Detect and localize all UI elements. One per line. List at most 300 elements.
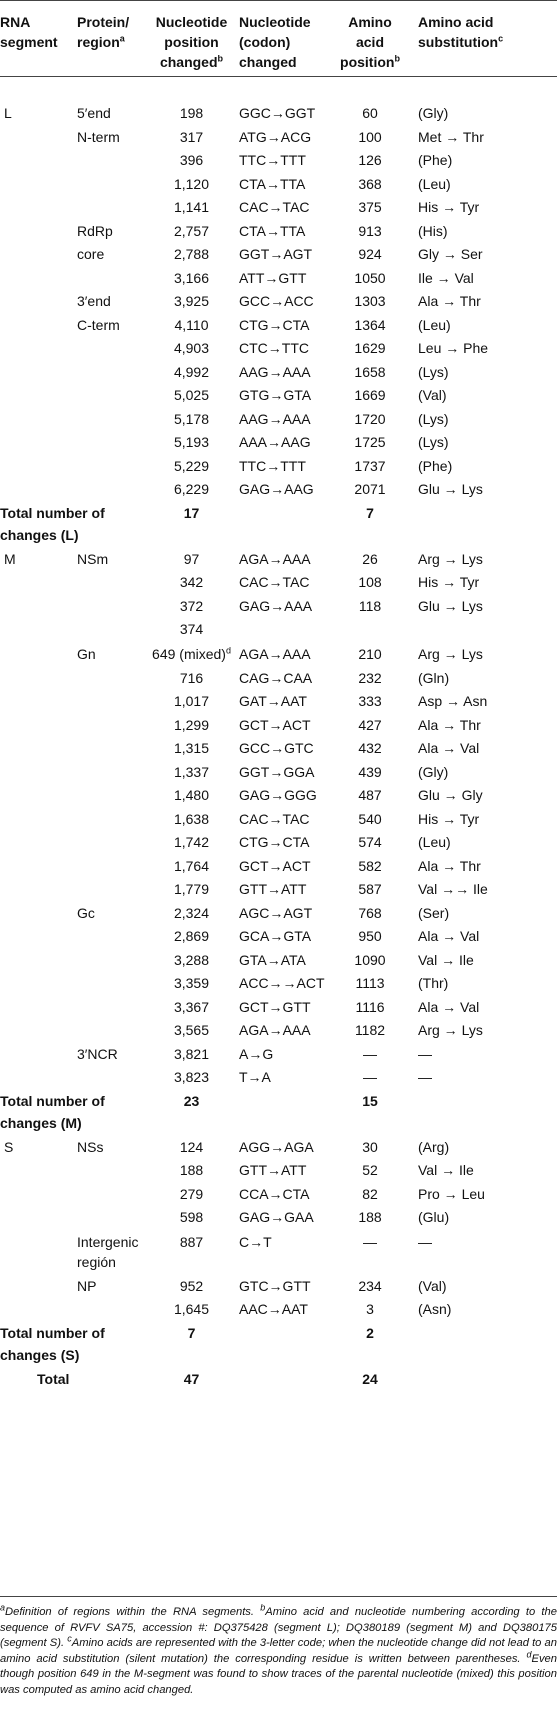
protein-region-cell xyxy=(77,667,148,691)
rna-segment-cell: M xyxy=(4,550,16,567)
codon-change-cell: AGA→AAA xyxy=(239,550,311,567)
rna-segment-cell xyxy=(0,667,77,691)
codon-change-cell: GCT→GTT xyxy=(239,998,311,1015)
nucleotide-position-value: 1,779 xyxy=(173,881,210,897)
total-row xyxy=(0,1090,557,1136)
codon-change-cell: CAC→TAC xyxy=(239,199,310,215)
nucleotide-position-value: 3,823 xyxy=(173,1069,210,1085)
nucleotide-position-value: 3,367 xyxy=(173,998,210,1015)
amino-acid-substitution-cell: (Lys) xyxy=(418,410,449,427)
nucleotide-position-value: 3,565 xyxy=(173,1022,210,1038)
nucleotide-position-value: 5,193 xyxy=(173,434,210,450)
nucleotide-position-cell xyxy=(148,878,235,902)
protein-region-cell xyxy=(77,1298,148,1322)
amino-acid-position-cell: 118 xyxy=(358,597,382,614)
protein-region-cell xyxy=(77,408,148,432)
nucleotide-position-value: 1,742 xyxy=(173,834,210,850)
nucleotide-position-value: 396 xyxy=(179,152,204,168)
nucleotide-position-value: 649 (mixed) xyxy=(152,645,226,662)
table-row xyxy=(0,642,557,667)
amino-acid-substitution-cell: Ala → Thr xyxy=(418,716,481,733)
amino-acid-position-cell: 333 xyxy=(358,693,382,709)
footnote-text: Definition of regions within the RNA segments. xyxy=(5,1606,261,1618)
amino-acid-position-cell: 574 xyxy=(358,834,382,850)
amino-acid-substitution-cell: — xyxy=(418,1233,432,1250)
rna-segment-cell xyxy=(0,1275,77,1299)
table-row xyxy=(0,571,557,595)
total-spacer xyxy=(405,1090,557,1136)
table-row xyxy=(0,431,557,455)
amino-acid-position-cell: 188 xyxy=(358,1209,382,1225)
amino-acid-position-cell: — xyxy=(363,1069,377,1085)
table-row xyxy=(0,220,557,244)
header-codon-changed: Nucleotide (codon) changed xyxy=(239,14,311,70)
rna-segment-cell xyxy=(0,902,77,926)
rna-segment-cell xyxy=(0,1159,77,1183)
table-row xyxy=(0,85,557,126)
amino-acid-substitution-cell: (Lys) xyxy=(418,363,449,380)
amino-acid-substitution-cell: (Thr) xyxy=(418,975,449,991)
codon-change-cell: AAG→AAA xyxy=(239,363,311,380)
protein-region-cell xyxy=(77,149,148,173)
amino-acid-substitution-cell: (Gln) xyxy=(418,669,450,686)
amino-acid-position-cell: 1116 xyxy=(355,998,385,1015)
total-spacer xyxy=(235,502,335,548)
table-row xyxy=(0,878,557,902)
codon-change-cell: TTC→TTT xyxy=(239,152,306,168)
amino-acid-position-cell: 368 xyxy=(358,175,382,192)
codon-change-cell: CTA→TTA xyxy=(239,175,306,192)
codon-change-cell: CAC→TAC xyxy=(239,574,310,590)
codon-change-cell: GAG→GAA xyxy=(239,1209,314,1225)
rna-segment-cell xyxy=(0,784,77,808)
rna-segment-cell xyxy=(0,855,77,879)
table-row xyxy=(0,126,557,150)
protein-region-cell: 3′NCR xyxy=(77,1045,118,1062)
rna-segment-cell xyxy=(0,455,77,479)
rna-segment-cell xyxy=(0,314,77,338)
table-row xyxy=(0,149,557,173)
amino-acid-substitution-cell: His → Tyr xyxy=(418,574,480,590)
header-row xyxy=(0,3,557,85)
table-row xyxy=(0,925,557,949)
table-row xyxy=(0,314,557,338)
amino-acid-position-cell: 2071 xyxy=(354,481,386,497)
protein-region-cell xyxy=(77,925,148,949)
rna-segment-cell xyxy=(0,831,77,855)
amino-acid-position-cell: 540 xyxy=(358,810,382,827)
protein-region-cell xyxy=(77,337,148,361)
total-amino-acid-count: 15 xyxy=(362,1092,378,1109)
amino-acid-position-cell: 1658 xyxy=(354,363,386,380)
codon-change-cell: T→A xyxy=(239,1069,271,1085)
rna-segment-cell xyxy=(0,290,77,314)
amino-acid-position-cell: 1182 xyxy=(354,1022,386,1038)
table-body xyxy=(0,85,557,1391)
rna-segment-cell xyxy=(0,1298,77,1322)
nucleotide-position-cell xyxy=(148,548,235,572)
amino-acid-position-cell: 582 xyxy=(358,857,382,874)
nucleotide-position-cell xyxy=(148,667,235,691)
nucleotide-position-cell xyxy=(148,925,235,949)
amino-acid-position-cell: 232 xyxy=(358,669,382,686)
nucleotide-position-value: 279 xyxy=(179,1185,204,1202)
rna-segment-cell xyxy=(0,949,77,973)
total-nucleotide-count: 47 xyxy=(183,1370,200,1387)
nucleotide-position-value: 4,903 xyxy=(173,340,210,356)
top-rule xyxy=(0,0,557,1)
rna-segment-cell xyxy=(0,571,77,595)
rna-segment-cell xyxy=(0,220,77,244)
nucleotide-position-cell xyxy=(148,855,235,879)
nucleotide-position-value: 5,178 xyxy=(173,410,210,427)
amino-acid-position-cell xyxy=(335,618,405,642)
amino-acid-position-cell: 1303 xyxy=(354,293,386,309)
amino-acid-position-cell: 108 xyxy=(358,574,382,590)
total-spacer xyxy=(405,502,557,548)
rna-segment-cell xyxy=(0,972,77,996)
rna-segment-cell xyxy=(0,808,77,832)
nucleotide-position-value: 2,869 xyxy=(173,928,210,944)
total-label: Total number of changes (L) xyxy=(0,504,105,543)
table-row xyxy=(0,902,557,926)
rna-segment-cell xyxy=(0,1183,77,1207)
nucleotide-position-value: 4,992 xyxy=(173,363,210,380)
total-amino-acid-count: 24 xyxy=(362,1370,378,1387)
nucleotide-position-value: 5,025 xyxy=(173,387,210,403)
rna-segment-cell xyxy=(0,243,77,267)
nucleotide-position-value: 952 xyxy=(179,1277,204,1294)
protein-region-cell: Gc xyxy=(77,904,95,921)
rna-segment-cell xyxy=(0,878,77,902)
codon-change-cell: ATG→ACG xyxy=(239,128,312,145)
table-row xyxy=(0,1298,557,1322)
codon-change-cell: GCC→GTC xyxy=(239,740,314,756)
amino-acid-position-cell: 1364 xyxy=(354,316,386,333)
nucleotide-position-cell xyxy=(148,642,235,667)
codon-change-cell: AAG→AAA xyxy=(239,410,311,427)
table-row xyxy=(0,290,557,314)
table-row xyxy=(0,831,557,855)
nucleotide-position-value: 3,925 xyxy=(173,293,210,309)
codon-change-cell: AGA→AAA xyxy=(239,645,311,662)
total-spacer xyxy=(405,1368,557,1392)
protein-region-cell xyxy=(77,196,148,220)
table-row xyxy=(0,361,557,385)
protein-region-cell: NSs xyxy=(77,1138,104,1155)
table-row xyxy=(0,972,557,996)
codon-change-cell: GTG→GTA xyxy=(239,387,312,403)
total-spacer xyxy=(235,1322,335,1368)
protein-region-cell xyxy=(77,1019,148,1043)
nucleotide-position-cell xyxy=(148,949,235,973)
rna-segment-cell xyxy=(0,431,77,455)
rna-segment-cell xyxy=(0,126,77,150)
protein-region-cell xyxy=(77,690,148,714)
codon-change-cell: AGA→AAA xyxy=(239,1022,311,1038)
protein-region-cell xyxy=(77,1066,148,1090)
nucleotide-position-value: 342 xyxy=(179,574,204,590)
rna-segment-cell xyxy=(0,761,77,785)
nucleotide-position-cell xyxy=(148,737,235,761)
nucleotide-position-cell xyxy=(148,1275,235,1299)
table-row xyxy=(0,1183,557,1207)
amino-acid-substitution-cell: Gly → Ser xyxy=(418,246,483,262)
header-amino-acid-position: Amino acid position$^b$ xyxy=(340,14,400,70)
amino-acid-substitution-cell: Ala → Thr xyxy=(418,857,481,874)
table-row xyxy=(0,949,557,973)
rna-segment-cell xyxy=(0,361,77,385)
nucleotide-position-value: 6,229 xyxy=(173,481,210,497)
protein-region-cell xyxy=(77,1183,148,1207)
total-label: Total xyxy=(37,1370,70,1387)
protein-region-cell xyxy=(77,431,148,455)
total-label: Total number of changes (S) xyxy=(0,1324,105,1363)
nucleotide-position-value: 3,359 xyxy=(173,975,210,991)
codon-change-cell: AGG→AGA xyxy=(239,1138,314,1155)
protein-region-cell: NP xyxy=(77,1277,97,1294)
amino-acid-substitution-cell: (Leu) xyxy=(418,175,451,192)
nucleotide-position-cell xyxy=(148,808,235,832)
codon-change-cell: GTA→ATA xyxy=(239,951,306,968)
protein-region-cell xyxy=(77,949,148,973)
table-row xyxy=(0,667,557,691)
amino-acid-position-cell: 82 xyxy=(362,1185,378,1202)
amino-acid-substitution-cell: (Asn) xyxy=(418,1301,452,1317)
codon-change-cell: GTT→ATT xyxy=(239,881,307,897)
amino-acid-substitution-cell: Arg → Lys xyxy=(418,645,483,662)
amino-acid-substitution-cell: Glu → Lys xyxy=(418,597,483,614)
nucleotide-position-value: 124 xyxy=(179,1138,204,1155)
protein-region-cell xyxy=(77,478,148,502)
protein-region-cell xyxy=(77,1206,148,1230)
footnotes-text xyxy=(0,1602,557,1698)
codon-change-cell: GTC→GTT xyxy=(239,1277,311,1294)
amino-acid-position-cell: 587 xyxy=(358,881,382,897)
header-rna-segment: RNA segment xyxy=(0,14,58,50)
amino-acid-position-cell: 100 xyxy=(358,128,382,145)
nucleotide-position-cell xyxy=(148,361,235,385)
nucleotide-position-cell xyxy=(148,996,235,1020)
amino-acid-position-cell: 3 xyxy=(366,1301,374,1317)
nucleotide-position-value: 1,645 xyxy=(173,1301,210,1317)
amino-acid-substitution-cell: Met → Thr xyxy=(418,128,484,145)
table-row xyxy=(0,1043,557,1067)
nucleotide-position-value: 2,757 xyxy=(173,222,210,239)
amino-acid-substitution-cell: Arg → Lys xyxy=(418,550,483,567)
protein-region-cell xyxy=(77,455,148,479)
amino-acid-substitution-cell: (Gly) xyxy=(418,105,449,121)
rna-segment-cell xyxy=(0,408,77,432)
footnote-text: Even though position 649 in the M-segment was found to show traces of the parental nucleotide (mixed) this position was computed as amino acid changed. xyxy=(0,1652,557,1696)
nucleotide-position-cell xyxy=(148,196,235,220)
protein-region-cell: Intergenic región xyxy=(77,1233,139,1270)
amino-acid-substitution-cell: Val →→ Ile xyxy=(418,881,488,897)
rna-segment-cell xyxy=(0,595,77,619)
codon-change-cell: ATT→GTT xyxy=(239,269,307,286)
amino-acid-position-cell: 52 xyxy=(362,1162,378,1178)
amino-acid-position-cell: 30 xyxy=(362,1138,378,1155)
nucleotide-position-cell xyxy=(148,1066,235,1090)
nucleotide-position-value: 598 xyxy=(179,1209,204,1225)
codon-change-cell: GCT→ACT xyxy=(239,857,311,874)
table-row xyxy=(0,267,557,291)
nucleotide-position-cell xyxy=(148,595,235,619)
table-row xyxy=(0,996,557,1020)
nucleotide-position-cell xyxy=(148,220,235,244)
codon-change-cell: CTC→TTC xyxy=(239,340,309,356)
header-protein-region: Protein/ region$^a$ xyxy=(77,14,130,50)
table-row xyxy=(0,408,557,432)
codon-change-cell: CAC→TAC xyxy=(239,810,310,827)
amino-acid-position-cell: 950 xyxy=(358,928,382,944)
codon-change-cell: GCC→ACC xyxy=(239,293,314,309)
nucleotide-position-cell xyxy=(148,431,235,455)
table-row xyxy=(0,595,557,619)
nucleotide-position-cell xyxy=(148,126,235,150)
amino-acid-substitution-cell xyxy=(405,618,557,642)
codon-change-cell: TTC→TTT xyxy=(239,457,306,474)
table-row xyxy=(0,455,557,479)
amino-acid-substitution-cell: (Leu) xyxy=(418,834,451,850)
total-nucleotide-count: 7 xyxy=(187,1324,196,1341)
codon-change-cell: GGC→GGT xyxy=(239,105,316,121)
header-nucleotide-position: Nucleotide position changed$^b$ xyxy=(155,14,228,70)
nucleotide-position-cell xyxy=(148,1298,235,1322)
protein-region-cell xyxy=(77,831,148,855)
codon-change-cell: GAG→AAG xyxy=(239,481,314,497)
nucleotide-position-cell xyxy=(148,972,235,996)
nucleotide-position-cell xyxy=(148,902,235,926)
amino-acid-substitution-cell: Glu → Lys xyxy=(418,481,483,497)
nucleotide-position-value: 1,017 xyxy=(173,693,210,709)
nucleotide-position-cell xyxy=(148,1230,235,1275)
table-row xyxy=(0,173,557,197)
protein-region-cell: C-term xyxy=(77,316,120,333)
nucleotide-position-cell xyxy=(148,149,235,173)
codon-change-cell: GAG→GGG xyxy=(239,787,317,803)
amino-acid-substitution-cell: His → Tyr xyxy=(418,810,480,827)
nucleotide-position-value: 4,110 xyxy=(174,316,209,333)
amino-acid-position-cell: 427 xyxy=(358,716,382,733)
codon-change-cell: C→T xyxy=(239,1233,272,1250)
protein-region-cell xyxy=(77,996,148,1020)
table-row xyxy=(0,855,557,879)
total-spacer xyxy=(235,1368,335,1392)
amino-acid-position-cell: 1737 xyxy=(354,457,386,474)
nucleotide-position-value: 1,141 xyxy=(173,199,210,215)
protein-region-cell: RdRp xyxy=(77,222,113,239)
nucleotide-position-value: 374 xyxy=(179,621,204,637)
footnote-mark: d xyxy=(526,1648,532,1659)
amino-acid-position-cell: 26 xyxy=(362,550,378,567)
codon-change-cell: A→G xyxy=(239,1045,274,1062)
amino-acid-position-cell: 487 xyxy=(358,787,382,803)
nucleotide-position-cell xyxy=(148,408,235,432)
total-amino-acid-count: 2 xyxy=(366,1324,374,1341)
protein-region-cell xyxy=(77,571,148,595)
nucleotide-position-value: 317 xyxy=(179,128,204,145)
amino-acid-position-cell: 1629 xyxy=(354,340,386,356)
nucleotide-position-cell xyxy=(148,831,235,855)
table-row xyxy=(0,1159,557,1183)
rna-segment-cell xyxy=(0,173,77,197)
rna-segment-cell xyxy=(0,714,77,738)
table-row xyxy=(0,1206,557,1230)
rna-segment-cell xyxy=(0,925,77,949)
bottom-rule xyxy=(0,1596,557,1597)
protein-region-cell xyxy=(77,878,148,902)
nucleotide-position-cell xyxy=(148,618,235,642)
amino-acid-position-cell: 375 xyxy=(358,199,382,215)
amino-acid-position-cell: — xyxy=(363,1233,377,1250)
rna-segment-cell xyxy=(0,737,77,761)
table-row xyxy=(0,714,557,738)
amino-acid-substitution-cell: — xyxy=(418,1045,432,1062)
amino-acid-position-cell: 1113 xyxy=(355,975,385,991)
rna-segment-cell xyxy=(0,642,77,667)
amino-acid-position-cell: 126 xyxy=(358,152,382,168)
rna-segment-cell xyxy=(0,996,77,1020)
amino-acid-substitution-cell: (Val) xyxy=(418,387,447,403)
codon-change-cell: AAC→AAT xyxy=(239,1301,308,1317)
amino-acid-substitution-cell: Ile → Val xyxy=(418,269,474,286)
codon-change-cell xyxy=(235,618,335,642)
mutations-table xyxy=(0,3,557,1391)
protein-region-cell: N-term xyxy=(77,128,120,145)
nucleotide-position-value: 1,638 xyxy=(173,810,210,827)
amino-acid-position-cell: 924 xyxy=(358,246,382,262)
nucleotide-position-value: 716 xyxy=(179,669,204,686)
rna-segment-cell xyxy=(0,690,77,714)
rna-segment-cell xyxy=(0,618,77,642)
table-row xyxy=(0,548,557,572)
protein-region-cell xyxy=(77,173,148,197)
nucleotide-position-value: 97 xyxy=(183,550,200,567)
table-row xyxy=(0,761,557,785)
footnote-mark: a xyxy=(0,1602,6,1613)
nucleotide-position-cell xyxy=(148,1183,235,1207)
footnote-text: Amino acids are represented with the 3-letter code; when the nucleotide change did not lead to an amino acid substitution (silent mutation) the corresponding residue is written between parentheses. xyxy=(0,1637,557,1665)
protein-region-cell: Gn xyxy=(77,645,96,662)
amino-acid-position-cell: 1090 xyxy=(354,951,386,968)
amino-acid-substitution-cell: (His) xyxy=(418,222,448,239)
table-row xyxy=(0,337,557,361)
amino-acid-substitution-cell: Ala → Val xyxy=(418,998,480,1015)
nucleotide-position-cell xyxy=(148,714,235,738)
table-row xyxy=(0,737,557,761)
nucleotide-position-cell xyxy=(148,1019,235,1043)
table-row xyxy=(0,1019,557,1043)
amino-acid-substitution-cell: (Gly) xyxy=(418,763,449,780)
rna-segment-cell: L xyxy=(4,105,12,121)
amino-acid-position-cell: 1669 xyxy=(354,387,386,403)
protein-region-cell: NSm xyxy=(77,550,109,567)
protein-region-cell xyxy=(77,808,148,832)
rna-segment-cell xyxy=(0,478,77,502)
amino-acid-substitution-cell: His → Tyr xyxy=(418,199,480,215)
codon-change-cell: CTG→CTA xyxy=(239,316,310,333)
nucleotide-position-cell xyxy=(148,337,235,361)
amino-acid-position-cell: 439 xyxy=(358,763,382,780)
nucleotide-position-cell xyxy=(148,243,235,267)
total-nucleotide-count: 23 xyxy=(183,1092,200,1109)
protein-region-cell xyxy=(77,737,148,761)
codon-change-cell: GAG→AAA xyxy=(239,597,313,614)
header-amino-acid-substitution: Amino acid substitution$^c$ xyxy=(418,14,504,50)
nucleotide-position-cell xyxy=(148,1206,235,1230)
rna-segment-cell xyxy=(0,384,77,408)
